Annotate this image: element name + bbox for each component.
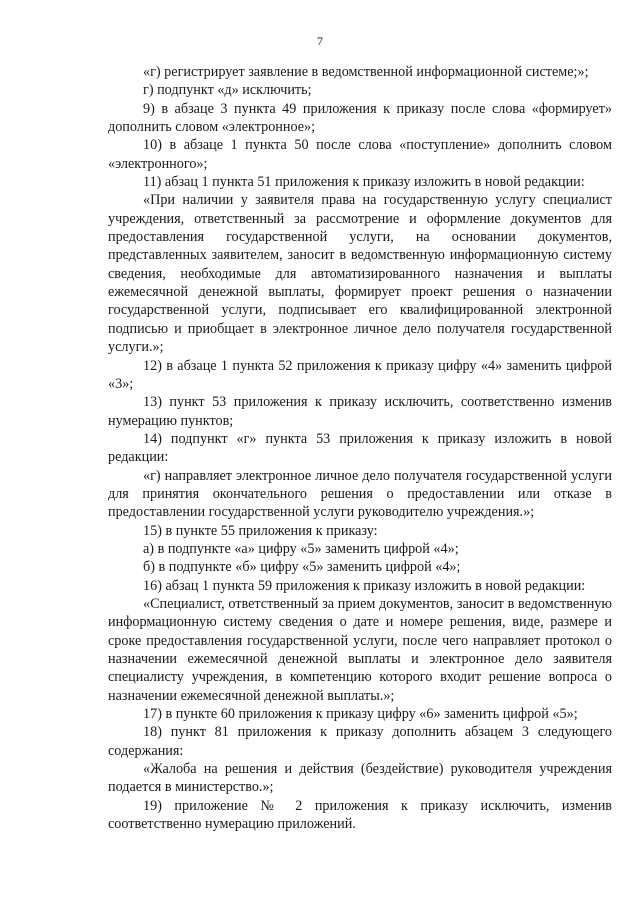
- paragraph-2: г) подпункт «д» исключить;: [143, 82, 312, 99]
- document-body: [108, 63, 612, 833]
- paragraph-16: 17) в пункте 60 приложения к приказу цифру «6» заменить цифрой «5»;: [143, 706, 578, 723]
- paragraph-18: «Жалоба на решения и действия (бездействие) руководителя учреждения подается в министерство.»;: [108, 761, 612, 796]
- paragraph-4: 10) в абзаце 1 пункта 50 после слова «поступление» дополнить словом «электронного»;: [108, 137, 612, 172]
- paragraph-10: «г) направляет электронное личное дело получателя государственной услуги для принятия окончательного решения о предоставлении или отказе в предоставлении государственной услуги руководителю учреждения.»;: [108, 467, 612, 521]
- paragraph-7: 12) в абзаце 1 пункта 52 приложения к приказу цифру «4» заменить цифрой «3»;: [108, 357, 612, 392]
- paragraph-9: 14) подпункт «г» пункта 53 приложения к приказу изложить в новой редакции:: [108, 430, 612, 466]
- paragraph-13: б) в подпункте «б» цифру «5» заменить цифрой «4»;: [143, 559, 461, 576]
- paragraph-5: 11) абзац 1 пункта 51 приложения к приказу изложить в новой редакции:: [143, 174, 585, 191]
- paragraph-3: 9) в абзаце 3 пункта 49 приложения к приказу после слова «формирует» дополнить словом «электронное»;: [108, 100, 612, 136]
- paragraph-12: а) в подпункте «а» цифру «5» заменить цифрой «4»;: [143, 540, 459, 557]
- paragraph-8: 13) пункт 53 приложения к приказу исключить, соответственно изменив нумерацию пунктов;: [108, 394, 612, 429]
- paragraph-15: «Специалист, ответственный за прием документов, заносит в ведомственную информационную систему сведения о дате и номере решения, виде, размере и сроке предоставления государственной услуги, после чего направляет протокол о назначении ежемесячной денежной выплаты и электронное дело заявителя специалисту учреждения, в компетенцию которого входит решение вопроса о назначении ежемесячной денежной выплаты.»;: [108, 595, 612, 704]
- page-number: 7: [317, 34, 323, 48]
- paragraph-11: 15) в пункте 55 приложения к приказу:: [143, 522, 378, 539]
- paragraph-6: «При наличии у заявителя права на государственную услугу специалист учреждения, ответственный за рассмотрение и оформление документов для предоставления государственной услуги, на основании документов, представленных заявителем, заносит в ведомственную информационную систему сведения, необходимые для автоматизированного назначения и выплаты ежемесячной денежной выплаты, формирует проект решения о назначении государственной услуги, подписывает его квалифицированной электронной подписью и приобщает в электронное личное дело получателя государственной услуги.»;: [108, 192, 612, 356]
- paragraph-17: 18) пункт 81 приложения к приказу дополнить абзацем 3 следующего содержания:: [108, 724, 612, 759]
- paragraph-14: 16) абзац 1 пункта 59 приложения к приказу изложить в новой редакции:: [143, 577, 586, 594]
- paragraph-19: 19) приложение № 2 приложения к приказу исключить, изменив соответственно нумерацию приложений.: [108, 797, 612, 833]
- paragraph-1: «г) регистрирует заявление в ведомственной информационной системе;»;: [143, 64, 589, 80]
